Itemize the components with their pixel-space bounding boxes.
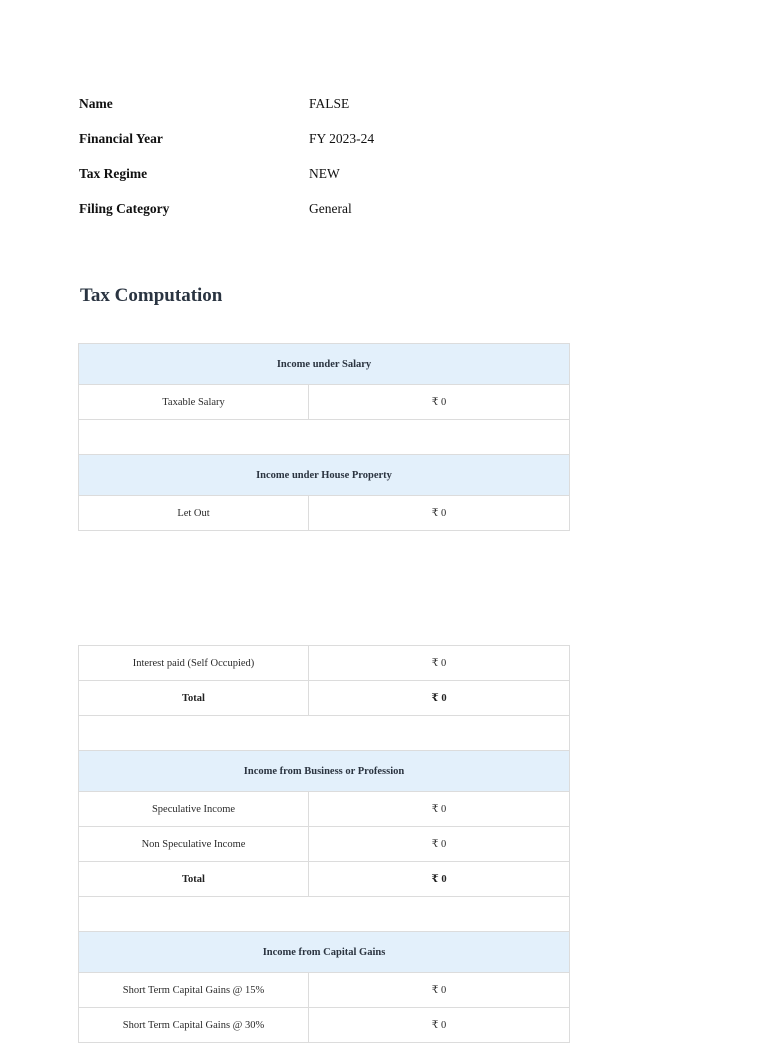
spacer-cell bbox=[79, 897, 570, 932]
business-header: Income from Business or Profession bbox=[79, 751, 570, 792]
table-section-header bbox=[79, 344, 570, 385]
tax-computation-table-part-2 bbox=[78, 645, 570, 1043]
row-value: ₹ 0 bbox=[309, 385, 570, 420]
table-section-header bbox=[79, 932, 570, 973]
detail-label: Financial Year bbox=[79, 131, 163, 146]
row-value: ₹ 0 bbox=[309, 1008, 570, 1043]
row-label: Short Term Capital Gains @ 15% bbox=[79, 973, 309, 1008]
table-row bbox=[79, 827, 570, 862]
row-label: Speculative Income bbox=[79, 792, 309, 827]
taxpayer-details bbox=[79, 94, 374, 234]
detail-value: FALSE bbox=[309, 96, 350, 111]
table-row bbox=[79, 496, 570, 531]
table-section-header bbox=[79, 455, 570, 496]
detail-value: FY 2023-24 bbox=[309, 131, 375, 146]
detail-label: Tax Regime bbox=[79, 166, 148, 181]
detail-label: Name bbox=[79, 96, 113, 111]
capital-gains-header: Income from Capital Gains bbox=[79, 932, 570, 973]
row-label: Total bbox=[79, 681, 309, 716]
detail-row-name bbox=[79, 94, 374, 129]
row-label: Interest paid (Self Occupied) bbox=[79, 646, 309, 681]
table-spacer-row bbox=[79, 420, 570, 455]
row-value: ₹ 0 bbox=[309, 681, 570, 716]
detail-value: NEW bbox=[309, 166, 340, 181]
spacer-cell bbox=[79, 420, 570, 455]
table-row bbox=[79, 646, 570, 681]
table-section-header bbox=[79, 751, 570, 792]
detail-value: General bbox=[309, 201, 352, 216]
house-property-header: Income under House Property bbox=[79, 455, 570, 496]
detail-row-filing-category bbox=[79, 199, 374, 234]
detail-row-financial-year bbox=[79, 129, 374, 164]
row-label: Total bbox=[79, 862, 309, 897]
section-title: Tax Computation bbox=[80, 285, 223, 306]
table-spacer-row bbox=[79, 716, 570, 751]
row-label: Non Speculative Income bbox=[79, 827, 309, 862]
row-label: Short Term Capital Gains @ 30% bbox=[79, 1008, 309, 1043]
table-spacer-row bbox=[79, 897, 570, 932]
detail-row-tax-regime bbox=[79, 164, 374, 199]
row-value: ₹ 0 bbox=[309, 827, 570, 862]
row-label: Let Out bbox=[79, 496, 309, 531]
row-value: ₹ 0 bbox=[309, 792, 570, 827]
tax-computation-table-part-1 bbox=[78, 343, 570, 531]
table-row bbox=[79, 973, 570, 1008]
row-value: ₹ 0 bbox=[309, 646, 570, 681]
detail-label: Filing Category bbox=[79, 201, 170, 216]
row-value: ₹ 0 bbox=[309, 973, 570, 1008]
row-value: ₹ 0 bbox=[309, 862, 570, 897]
table-row bbox=[79, 385, 570, 420]
spacer-cell bbox=[79, 716, 570, 751]
salary-header: Income under Salary bbox=[79, 344, 570, 385]
row-value: ₹ 0 bbox=[309, 496, 570, 531]
table-row bbox=[79, 792, 570, 827]
table-row bbox=[79, 1008, 570, 1043]
table-total-row bbox=[79, 862, 570, 897]
table-total-row bbox=[79, 681, 570, 716]
row-label: Taxable Salary bbox=[79, 385, 309, 420]
